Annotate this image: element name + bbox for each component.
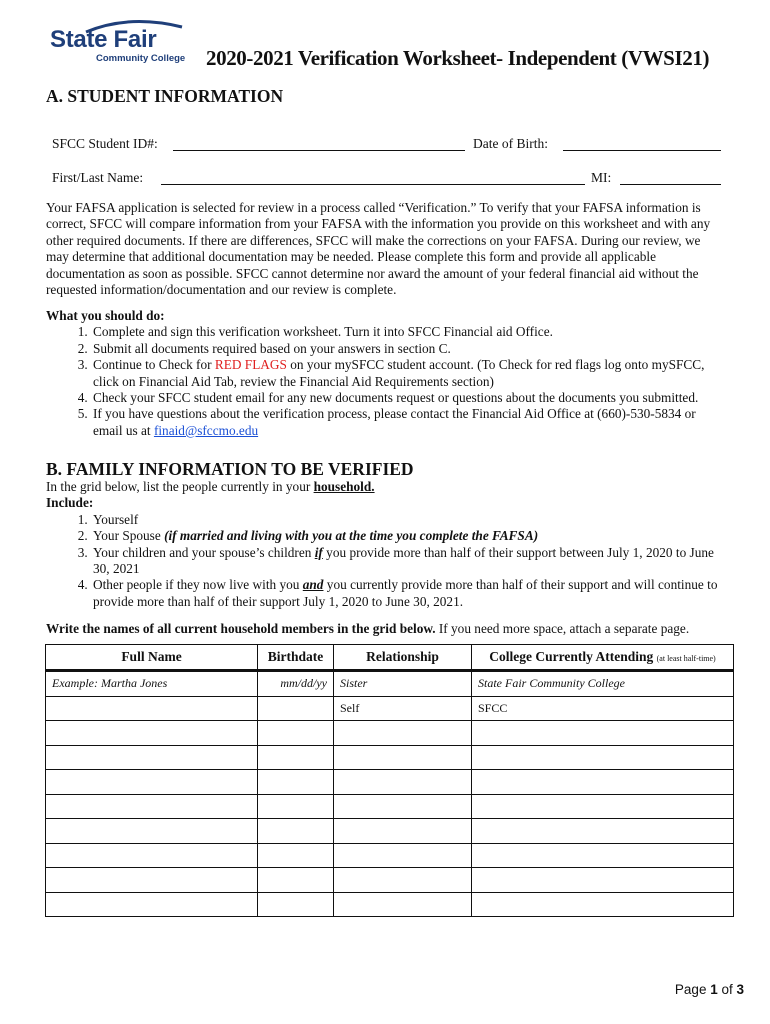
include-list [46,512,726,610]
relationship-cell[interactable] [334,721,472,746]
relationship-cell[interactable] [334,868,472,893]
name-cell[interactable] [46,819,258,844]
header-college-label: College Currently Attending [489,649,654,664]
header-college [472,645,734,671]
self-row [46,696,734,721]
mi-field[interactable] [620,184,721,185]
dob-label: Date of Birth: [473,136,548,151]
page-title: 2020-2021 Verification Worksheet- Independent (VWSI21) [206,46,710,70]
include-item-2 [91,528,726,544]
include-label: Include: [46,495,94,511]
section-b-heading: B. FAMILY INFORMATION TO BE VERIFIED [46,459,414,479]
college-cell[interactable] [472,794,734,819]
example-relationship: Sister [334,671,472,697]
college-cell[interactable] [472,745,734,770]
todo-item-2: 2. Submit all documents required based on your answers in section C. [91,341,726,357]
logo-subtitle: Community College [96,53,186,64]
birthdate-cell[interactable] [258,819,334,844]
red-flags-text: RED FLAGS [214,357,287,373]
birthdate-cell[interactable] [258,843,334,868]
household-table [45,644,734,917]
page-of: of [717,982,737,997]
dob-field[interactable] [563,150,721,151]
name-cell[interactable] [46,745,258,770]
mi-label: MI: [591,170,612,185]
include-item-4 [91,577,726,610]
self-birthdate-cell[interactable] [258,696,334,721]
todo-list [46,324,726,439]
relationship-cell[interactable] [334,819,472,844]
birthdate-cell[interactable] [258,721,334,746]
name-field[interactable] [161,184,585,185]
college-cell[interactable] [472,843,734,868]
birthdate-cell[interactable] [258,868,334,893]
table-row [46,745,734,770]
include-item-3-post: you provide more than half of their support between July 1, 2020 to June 30, 2021 [93,544,714,577]
page-number [675,982,744,997]
name-cell[interactable] [46,892,258,917]
college-cell[interactable] [472,770,734,795]
example-college: State Fair Community College [472,671,734,697]
todo-item-3-pre: Continue to Check for [93,357,215,373]
birthdate-cell[interactable] [258,745,334,770]
include-item-2-em: (if married and living with you at the time you complete the FAFSA) [164,528,539,544]
todo-item-1: 1. Complete and sign this verification worksheet. Turn it into SFCC Financial aid Office. [91,324,726,340]
include-item-2-pre: Your Spouse [93,528,165,544]
include-item-4-pre: Other people if they now live with you [93,577,303,593]
todo-heading: What you should do: [46,308,165,323]
college-cell[interactable] [472,868,734,893]
todo-item-5-pre: If you have questions about the verification process, please contact the Financial Aid Office at (660)-530-5834 or email us at [93,406,696,438]
table-row [46,892,734,917]
household-section [46,479,726,610]
include-item-3-pre: Your children and your spouse’s children [93,544,315,560]
name-cell[interactable] [46,721,258,746]
example-birthdate: mm/dd/yy [258,671,334,697]
birthdate-cell[interactable] [258,770,334,795]
college-cell[interactable] [472,721,734,746]
birthdate-cell[interactable] [258,892,334,917]
todo-item-3-post: on your mySFCC student account. (To Check for red flags log onto mySFCC, click on Financial Aid Tab, review the Financial Aid Requirements section) [93,357,705,389]
student-id-field[interactable] [173,150,465,151]
relationship-cell[interactable] [334,745,472,770]
household-intro-text: In the grid below, list the people currently in your [46,479,314,494]
household-intro [46,479,726,495]
example-name: Example: Martha Jones [46,671,258,697]
table-row [46,819,734,844]
self-college-cell[interactable]: SFCC [472,696,734,721]
header-birthdate: Birthdate [258,645,334,671]
example-row [46,671,734,697]
table-row [46,794,734,819]
grid-instruction-bold: Write the names of all current household members in the grid below. [46,621,436,636]
header-college-note: (at least half-time) [656,654,716,663]
self-name-cell[interactable] [46,696,258,721]
table-header-row [46,645,734,671]
include-item-3-em: if [314,544,323,560]
email-link[interactable]: finaid@sfccmo.edu [153,422,259,438]
header-full-name: Full Name [46,645,258,671]
section-a-heading: A. STUDENT INFORMATION [46,86,284,106]
name-label: First/Last Name: [52,170,144,185]
name-cell[interactable] [46,794,258,819]
table-row [46,868,734,893]
relationship-cell[interactable] [334,843,472,868]
table-row [46,770,734,795]
relationship-cell[interactable] [334,794,472,819]
birthdate-cell[interactable] [258,794,334,819]
todo-section [46,308,726,439]
name-cell[interactable] [46,868,258,893]
include-item-4-post: you currently provide more than half of their support and will continue to provide more than half of their support July 1, 2020 to June 30, 2021. [93,577,718,609]
page-total: 3 [736,982,744,997]
college-cell[interactable] [472,819,734,844]
household-word: household. [313,479,375,494]
todo-item-3 [91,357,726,390]
relationship-cell[interactable] [334,770,472,795]
grid-instruction [46,621,726,637]
include-item-4-em: and [302,577,324,593]
include-item-3 [91,545,726,578]
page-label: Page [674,982,711,997]
include-item-1: 1. Yourself [91,512,726,528]
name-cell[interactable] [46,770,258,795]
intro-paragraph: Your FAFSA application is selected for review in a process called “Verification.” To verify that your FAFSA information is correct, SFCC will compare information from your FAFSA with the information you provide on this worksheet and with any other required documents. If there are differences, SFCC will make the corrections on your FAFSA. During our review, we may determine that additional documentation may be needed. Please complete this form and provide all applicable documentation as soon as possible. SFCC cannot determine nor award the amount of your federal financial aid without the requested information/documentation and our review is complete. [46,200,711,298]
student-id-label: SFCC Student ID#: [52,136,158,151]
grid-instruction-rest: If you need more space, attach a separate page. [435,621,690,636]
logo-name: State Fair [50,26,157,53]
header-relationship: Relationship [334,645,472,671]
self-relationship-cell[interactable]: Self [334,696,472,721]
relationship-cell[interactable] [334,892,472,917]
table-row [46,843,734,868]
college-cell[interactable] [472,892,734,917]
todo-item-4: 4. Check your SFCC student email for any new documents request or questions about the documents you submitted. [91,390,726,406]
table-row [46,721,734,746]
name-cell[interactable] [46,843,258,868]
page-current: 1 [710,982,718,997]
todo-item-5 [91,406,726,439]
